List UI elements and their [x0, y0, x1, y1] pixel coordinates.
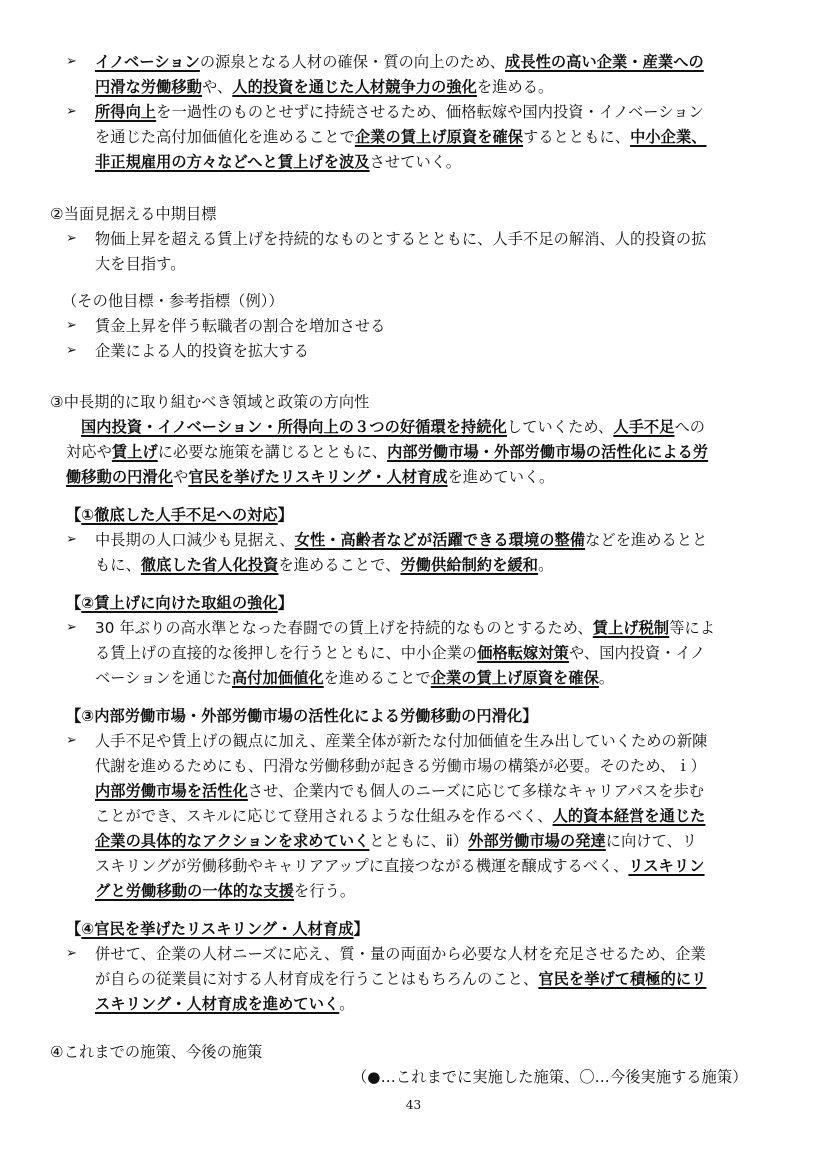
text-segment: ④これまでの施策、今後の施策 [50, 1043, 263, 1061]
emphasized-text: 内部労働市場を活性化 [95, 782, 248, 800]
text-segment: ②当面見据える中期目標 [50, 205, 217, 223]
text-segment: る賃上げの直接的な後押しを行うとともに、中小企業の [95, 644, 478, 662]
text-segment: 大を目指す。 [95, 255, 186, 273]
emphasized-text: 価格転嫁対策 [477, 644, 569, 662]
text-segment: に向けて、リ [605, 832, 698, 850]
text-line [95, 529, 707, 551]
bullet-marker: ➢ [66, 318, 77, 333]
bullet-marker: ➢ [66, 946, 77, 961]
emphasized-text: 賃上げ [111, 443, 158, 461]
text-line [50, 1041, 262, 1063]
text-segment: とともに、ⅱ） [369, 832, 469, 850]
text-line [62, 290, 284, 312]
bullet-marker: ➢ [66, 54, 77, 69]
emphasized-text: 円滑な労働移動 [95, 78, 203, 96]
text-line [95, 253, 186, 275]
text-segment: 代謝を進めるためにも、円滑な労働移動が起きる労働市場の構築が必要。そのため、ｉ） [95, 757, 706, 775]
text-segment: などを進めるとと [585, 531, 708, 549]
text-line [66, 441, 708, 463]
emphasized-text: 高付加価値化 [231, 669, 324, 687]
text-segment: や、国内投資・イノ [568, 644, 706, 662]
text-line [50, 203, 217, 225]
text-segment: を進める。 [476, 78, 554, 96]
emphasized-text: 非正規雇用の方々などへと賃上げを波及 [95, 153, 370, 171]
emphasized-text: ④官民を挙げたリスキリング・人材育成 [81, 920, 354, 938]
emphasized-text: 企業の賃上げ原資を確保 [430, 669, 599, 687]
text-segment: を行う。 [294, 882, 356, 900]
emphasized-text: ②賃上げに向けた取組の強化 [81, 594, 278, 612]
text-line [95, 642, 705, 664]
text-segment: 【 [66, 506, 82, 524]
text-segment: （●…これまでに実施した施策、〇…今後実施する施策） [352, 1068, 748, 1086]
text-segment: するとともに、 [523, 128, 631, 146]
text-segment: 】 [277, 506, 294, 524]
text-line [352, 1066, 748, 1088]
text-segment: 等によ [669, 619, 716, 637]
text-line [66, 918, 369, 940]
text-segment: が自らの従業員に対する人材育成を行うことはもちろんのこと、 [95, 970, 539, 988]
text-line [95, 855, 705, 877]
text-segment: を進めることで [323, 669, 431, 687]
text-line [95, 780, 704, 802]
emphasized-text: 賃上げ税制 [592, 619, 670, 637]
bullet-marker: ➢ [66, 620, 77, 635]
text-segment: を一過性のものとせずに持続させるため、価格転嫁や国内投資・イノベーション [156, 103, 704, 121]
emphasized-text: 働移動の円滑化 [66, 468, 174, 486]
text-segment: ベーションを通じた [95, 669, 232, 687]
text-line [66, 466, 554, 488]
text-segment: スキリングが労働移動やキャリアアップに直接つながる機運を醸成するべく、 [95, 857, 629, 875]
text-segment: 】 [277, 594, 294, 612]
text-line [95, 101, 704, 123]
page-number: 43 [405, 1098, 422, 1112]
emphasized-text: 官民を挙げて積極的にリ [538, 970, 707, 988]
text-line [95, 315, 385, 337]
emphasized-text: スキリング・人材育成を進めていく [95, 995, 340, 1013]
text-segment: させていく。 [369, 153, 461, 171]
text-line [66, 504, 293, 526]
text-segment: 。 [538, 556, 554, 574]
text-segment: 。 [598, 669, 615, 687]
text-segment: や [173, 468, 189, 486]
emphasized-text: イノベーション [95, 53, 200, 71]
text-segment: 30 年ぶりの高水準となった春闘での賃上げを持続的なものとするため、 [95, 619, 593, 637]
emphasized-text: 企業の賃上げ原資を確保 [354, 128, 524, 146]
emphasized-text: 成長性の高い企業・産業への [505, 53, 704, 71]
emphasized-text: 人手不足 [613, 418, 675, 436]
text-segment: を進めることで、 [278, 556, 401, 574]
emphasized-text: 徹底した省人化投資 [140, 556, 279, 574]
bullet-marker: ➢ [66, 532, 77, 547]
text-segment: 賃金上昇を伴う転職者の割合を増加させる [95, 317, 386, 335]
text-segment: を進めていく。 [447, 468, 555, 486]
text-segment: 【 [66, 594, 82, 612]
text-line [95, 126, 707, 148]
text-line [50, 391, 369, 413]
text-line [81, 416, 705, 438]
emphasized-text: ①徹底した人手不足への対応 [81, 506, 278, 524]
emphasized-text: 企業の具体的なアクションを求めていく [95, 832, 370, 850]
text-segment: 中長期の人口減少も見据え、 [95, 531, 295, 549]
text-segment: 【 [66, 920, 82, 938]
text-line [95, 554, 553, 576]
bullet-marker: ➢ [66, 231, 77, 246]
emphasized-text: 所得向上 [95, 103, 157, 121]
emphasized-text: グと労働移動の一体的な支援 [95, 882, 295, 900]
text-line [95, 730, 707, 752]
text-segment: ことができ、スキルに応じて登用されるような仕組みを作るべく、 [95, 807, 553, 825]
text-segment: （その他目標・参考指標（例）） [62, 292, 284, 310]
emphasized-text: 人的投資を通じた人材競争力の強化 [232, 78, 477, 96]
text-line [95, 340, 309, 362]
emphasized-text: 労働供給制約を緩和 [400, 556, 539, 574]
text-segment: や、 [202, 78, 233, 96]
emphasized-text: 人的資本経営を通じた [552, 807, 706, 825]
emphasized-text: 中小企業、 [630, 128, 707, 146]
text-segment: ③中長期的に取り組むべき領域と政策の方向性 [50, 393, 370, 411]
text-segment: もに、 [95, 556, 141, 574]
text-line [66, 592, 293, 614]
text-segment: 】 [353, 920, 369, 938]
text-line [95, 805, 705, 827]
text-segment: に必要な施策を講じるとともに、 [157, 443, 388, 461]
text-segment: 併せて、企業の人材ニーズに応え、質・量の両面から必要な人材を充足させるため、企業 [95, 945, 706, 963]
emphasized-text: リスキリン [628, 857, 705, 875]
text-line [95, 151, 461, 173]
bullet-marker: ➢ [66, 104, 77, 119]
text-segment: 対応や [66, 443, 112, 461]
text-segment: 【③内部労働市場・外部労働市場の活性化による労働移動の円滑化】 [66, 707, 538, 725]
text-segment: を通じた高付加価値化を進めることで [95, 128, 355, 146]
text-segment: 物価上昇を超える賃上げを持続的なものとするとともに、人手不足の解消、人的投資の拡 [95, 230, 707, 248]
bullet-marker: ➢ [66, 343, 77, 358]
text-segment: していくため、 [506, 418, 614, 436]
text-segment: させ、企業内でも個人のニーズに応じて多様なキャリアパスを歩む [247, 782, 705, 800]
text-line [95, 617, 715, 639]
text-line [66, 705, 538, 727]
text-segment: への [674, 418, 706, 436]
text-line [95, 830, 697, 852]
text-line [95, 755, 706, 777]
text-line [95, 943, 706, 965]
text-segment: 人手不足や賃上げの観点に加え、産業全体が新たな付加価値を生み出していくための新陳 [95, 732, 708, 750]
text-line [95, 880, 355, 902]
emphasized-text: 女性・高齢者などが活躍できる環境の整備 [294, 531, 586, 549]
text-line [95, 968, 707, 990]
text-line [95, 667, 614, 689]
emphasized-text: 官民を挙げたリスキリング・人材育成 [188, 468, 448, 486]
emphasized-text: 内部労働市場・外部労働市場の活性化による労 [387, 443, 709, 461]
text-segment: の源泉となる人材の確保・質の向上のため、 [199, 53, 506, 71]
emphasized-text: 国内投資・イノベーション・所得向上の３つの好循環を持続化 [81, 418, 507, 436]
text-line [95, 51, 704, 73]
text-segment: 企業による人的投資を拡大する [95, 342, 310, 360]
text-line [95, 228, 707, 250]
text-line [95, 76, 553, 98]
text-line [95, 993, 355, 1015]
bullet-marker: ➢ [66, 733, 77, 748]
text-segment: 。 [339, 995, 355, 1013]
emphasized-text: 外部労働市場の発達 [468, 832, 606, 850]
